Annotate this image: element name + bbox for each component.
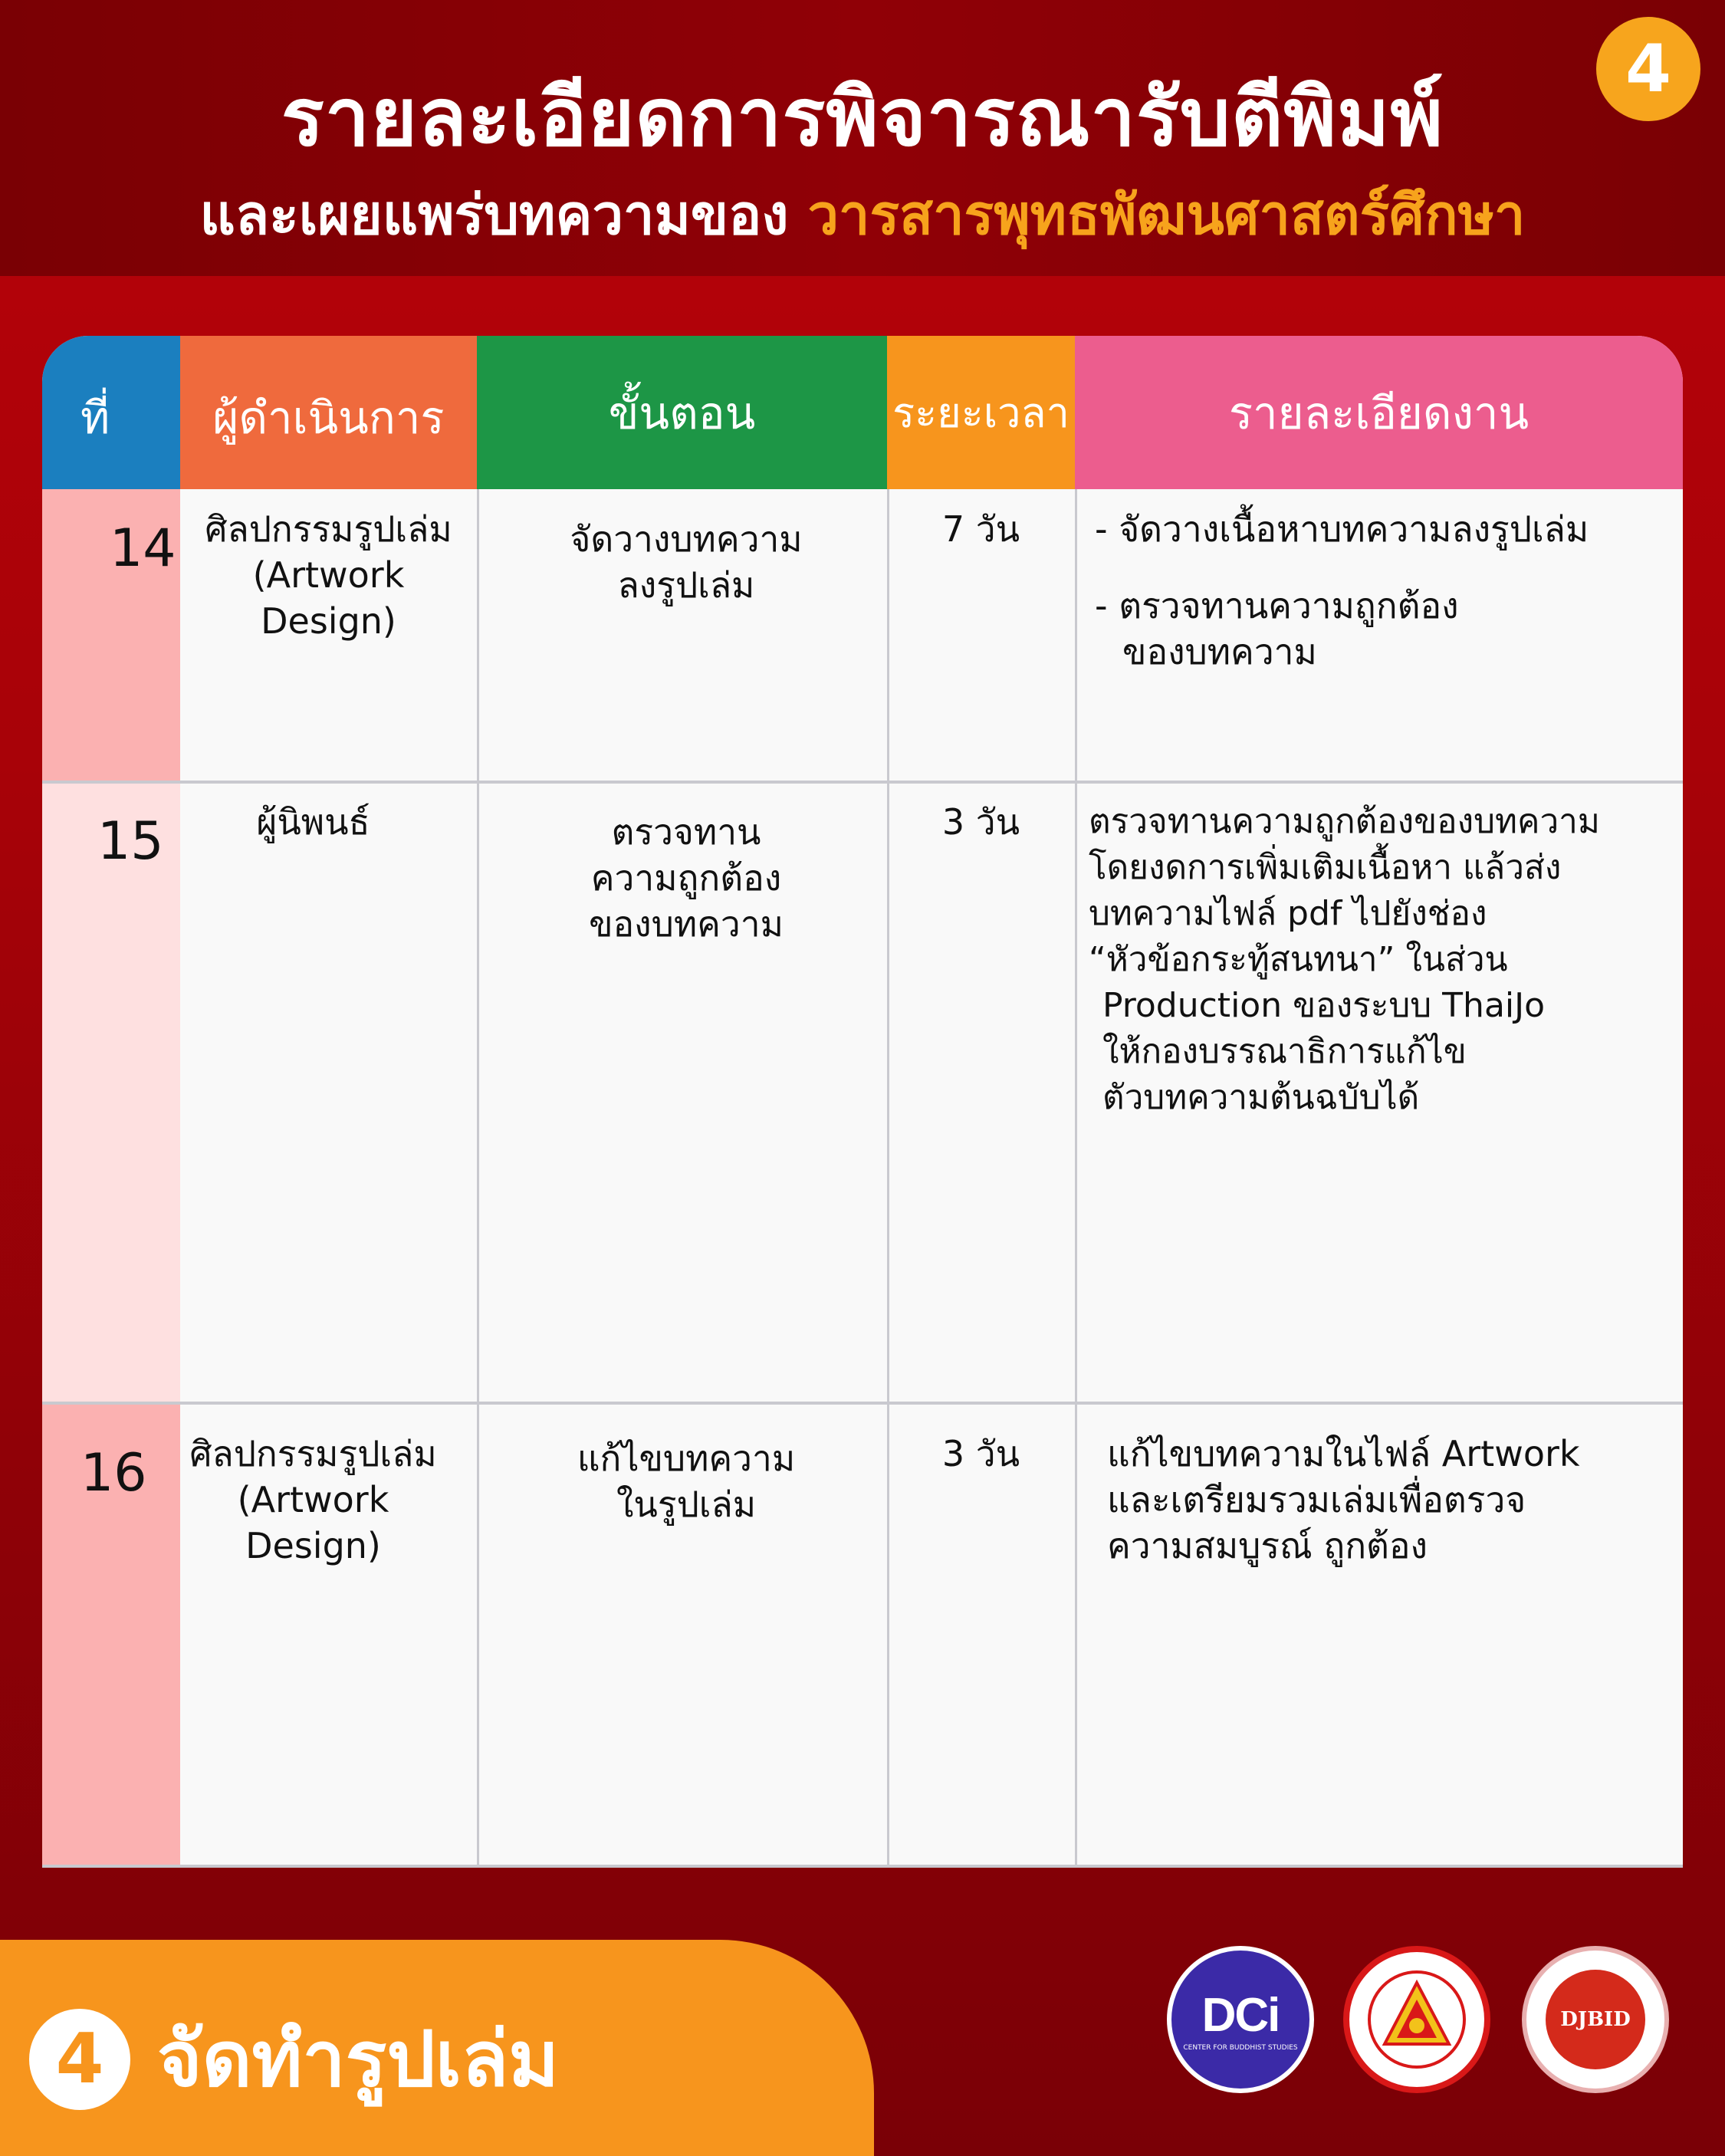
foundation-emblem-icon xyxy=(1349,1952,1484,2087)
row-number: 15 xyxy=(97,811,164,872)
subtitle-prefix: และเผยแพร่บทความของ xyxy=(199,182,789,247)
step-line: ความถูกต้อง xyxy=(590,857,782,899)
row-divider xyxy=(42,1402,1683,1405)
column-divider xyxy=(887,489,889,1868)
step-line: ของบทความ xyxy=(589,903,784,945)
dci-logo-subtitle: CENTER FOR BUDDHIST STUDIES xyxy=(1183,2043,1298,2052)
step-cell xyxy=(502,782,870,1403)
row-divider xyxy=(42,1865,1683,1868)
details-line: ตรวจทานความถูกต้องของบทความ xyxy=(1089,802,1600,841)
operator-line: Design) xyxy=(245,1525,381,1566)
details-line: โดยงดการเพิ่มเติมเนื้อหา แล้วส่ง xyxy=(1089,848,1562,887)
page-number-badge: 4 xyxy=(1596,17,1700,121)
details-line: ตัวบทความต้นฉบับได้ xyxy=(1102,1078,1420,1117)
details-line: บทความไฟล์ pdf ไปยังช่อง xyxy=(1089,894,1487,933)
footer-step-title: จัดทำรูปเล่ม xyxy=(157,2014,560,2104)
footer-step-number: 4 xyxy=(29,2009,130,2110)
step-line: ตรวจทาน xyxy=(611,811,761,853)
step-line: ในรูปเล่ม xyxy=(616,1484,757,1525)
details-line: - จัดวางเนื้อหาบทความลงรูปเล่ม xyxy=(1095,508,1589,550)
details-line: แก้ไขบทความในไฟล์ Artwork xyxy=(1107,1433,1580,1474)
dci-logo xyxy=(1167,1946,1314,2093)
step-line: จัดวางบทความ xyxy=(570,518,803,560)
row-number: 16 xyxy=(80,1443,147,1504)
page-subtitle xyxy=(0,170,1725,258)
operator-line: Design) xyxy=(261,600,396,642)
header-details: รายละเอียดงาน xyxy=(1075,336,1683,489)
table-row xyxy=(42,782,1683,1403)
details-cell xyxy=(1075,489,1683,782)
column-divider xyxy=(477,489,479,1868)
details-line: ให้กองบรรณาธิการแก้ไข xyxy=(1102,1032,1467,1071)
operator-cell xyxy=(165,1403,462,1868)
step-cell xyxy=(502,1403,870,1868)
header-step: ขั้นตอน xyxy=(477,336,887,489)
operator-cell xyxy=(180,489,477,782)
details-line: และเตรียมรวมเล่มเพื่อตรวจ xyxy=(1107,1479,1526,1520)
operator-line: ผู้นิพนธ์ xyxy=(256,801,370,843)
dhammachai-foundation-logo xyxy=(1343,1946,1490,2093)
process-table xyxy=(42,336,1683,1868)
header-no: ที่ xyxy=(42,336,180,489)
dci-logo-text: DCi xyxy=(1201,1988,1280,2042)
operator-line: ศิลปกรรมรูปเล่ม xyxy=(189,1433,437,1474)
details-spacer xyxy=(1095,552,1669,583)
details-cell xyxy=(1075,782,1683,1403)
operator-line: (Artwork xyxy=(237,1479,389,1520)
header-duration: ระยะเวลา xyxy=(887,336,1075,489)
step-line: ลงรูปเล่ม xyxy=(617,564,755,606)
djbid-logo-text: DJBID xyxy=(1546,1970,1645,2069)
duration-cell: 3 วัน xyxy=(941,1433,1020,1474)
column-divider xyxy=(1075,489,1077,1868)
header-operator: ผู้ดำเนินการ xyxy=(180,336,477,489)
operator-cell xyxy=(165,782,462,1403)
duration-cell: 3 วัน xyxy=(941,801,1020,843)
details-line: ความสมบูรณ์ ถูกต้อง xyxy=(1107,1525,1428,1566)
operator-line: ศิลปกรรมรูปเล่ม xyxy=(205,508,452,550)
djbid-logo xyxy=(1522,1946,1669,2093)
step-line: แก้ไขบทความ xyxy=(577,1438,796,1479)
row-number-cell xyxy=(42,782,180,1403)
row-number-cell xyxy=(42,1403,180,1868)
operator-line: (Artwork xyxy=(252,554,405,596)
table-row xyxy=(42,1403,1683,1868)
table-row xyxy=(42,489,1683,782)
details-line: ของบทความ xyxy=(1122,631,1317,672)
journal-name: วารสารพุทธพัฒนศาสตร์ศึกษา xyxy=(807,182,1526,247)
row-number-cell xyxy=(42,489,180,782)
row-divider xyxy=(42,781,1683,784)
details-line: - ตรวจทานความถูกต้อง xyxy=(1095,585,1459,626)
step-cell xyxy=(502,489,870,782)
duration-cell: 7 วัน xyxy=(941,508,1020,550)
row-number: 14 xyxy=(110,518,176,579)
page-title: รายละเอียดการพิจารณารับตีพิมพ์ xyxy=(281,71,1444,164)
details-line: Production ของระบบ ThaiJo xyxy=(1102,986,1546,1025)
details-cell xyxy=(1075,1403,1683,1868)
details-line: “หัวข้อกระทู้สนทนา” ในส่วน xyxy=(1089,940,1508,979)
